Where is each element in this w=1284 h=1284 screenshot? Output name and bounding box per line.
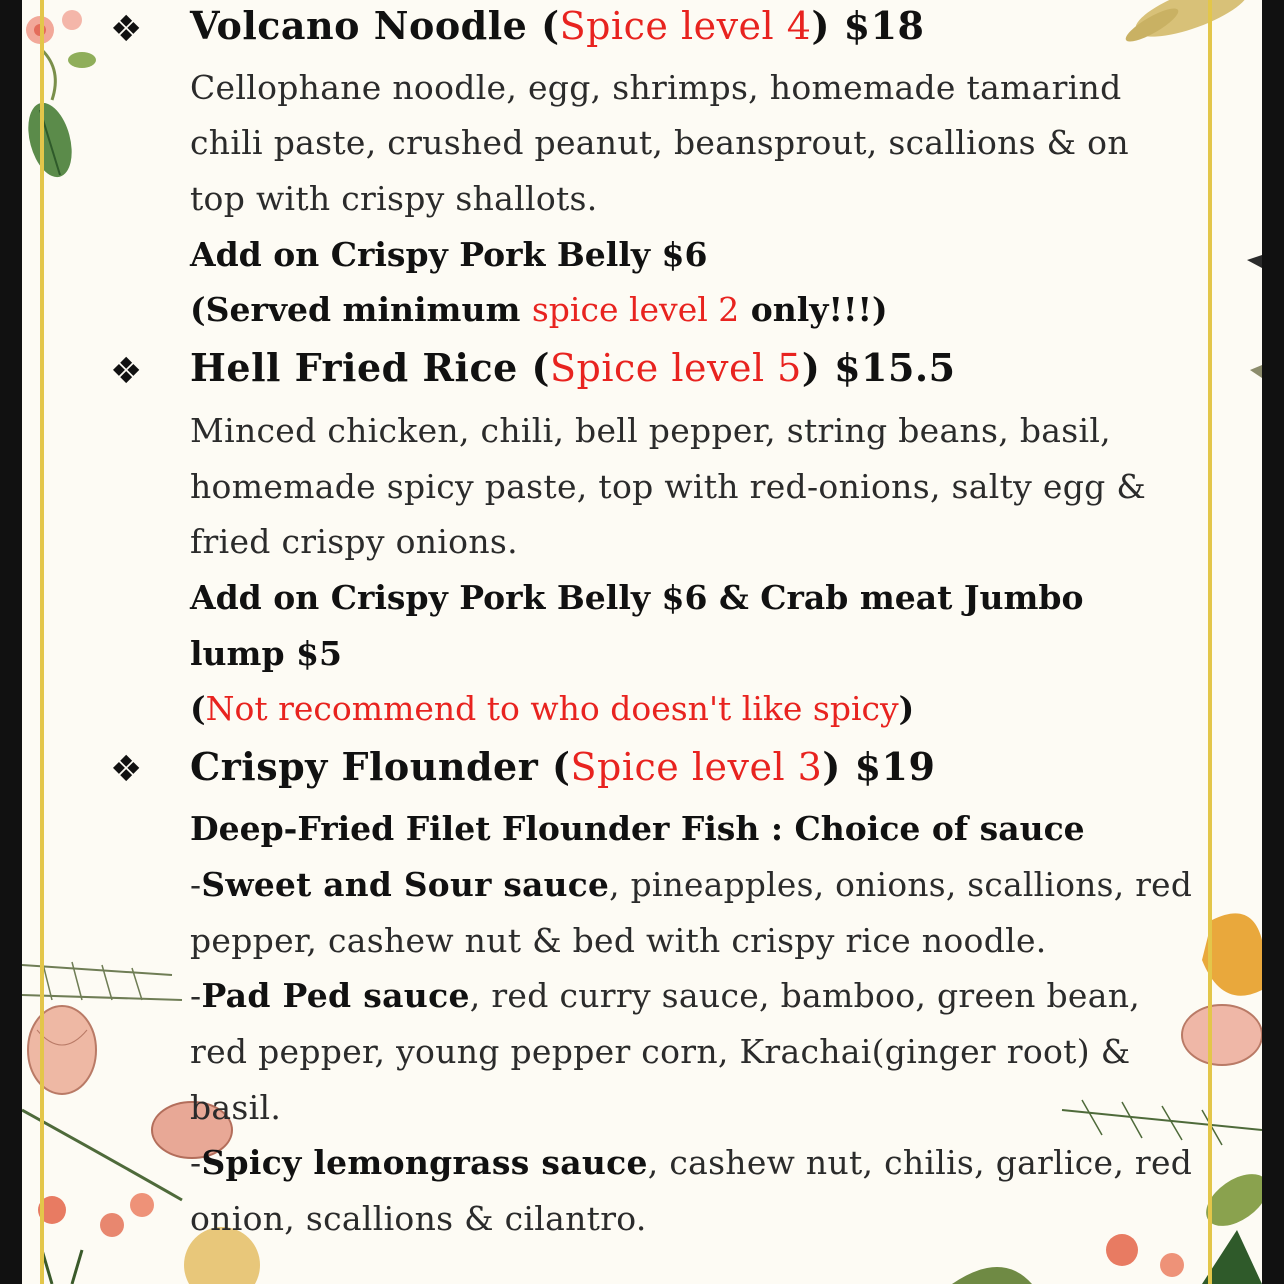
item-subtitle: Deep-Fried Filet Flounder Fish : Choice of sauce [190,809,1085,848]
item-price: $18 [843,3,925,48]
item-description: Cellophane noodle, egg, shrimps, homemade tamarind [190,68,1122,107]
sauce-description: pepper, cashew nut & bed with crispy rice noodle. [190,921,1047,960]
item-title: Volcano Noodle (Spice level 4) $18 [190,3,925,48]
frame-left-border [40,0,44,1284]
item-description: chili paste, crushed peanut, beansprout, scallions & on [190,123,1129,162]
sauce-description: onion, scallions & cilantro. [190,1199,647,1238]
bullet-icon: ❖ [110,9,143,50]
sauce-name: Pad Ped sauce [201,976,470,1015]
item-description: Minced chicken, chili, bell pepper, string beans, basil, [190,411,1111,450]
spice-note: (Served minimum spice level 2 only!!!) [190,290,888,329]
item-price: $19 [854,744,936,789]
item-title: Hell Fried Rice (Spice level 5) $15.5 [190,345,956,390]
sauce-name: Sweet and Sour sauce [201,865,610,904]
spice-level: Spice level 3 [570,745,823,789]
sauce-option: -Sweet and Sour sauce, pineapples, onions, scallions, red [190,865,1193,904]
sauce-description: red pepper, young pepper corn, Krachai(ginger root) & [190,1032,1131,1071]
spice-level: Spice level 5 [549,346,802,390]
addon-text: Add on Crispy Pork Belly $6 & Crab meat Jumbo [190,578,1084,617]
menu-page [22,0,1262,1284]
leaf-icon [22,98,79,182]
frame-right-border [1208,0,1212,1284]
addon-text: Add on Crispy Pork Belly $6 [190,235,708,274]
spice-note: (Not recommend to who doesn't like spicy) [190,689,915,728]
item-title: Crispy Flounder (Spice level 3) $19 [190,744,936,789]
sauce-option: -Spicy lemongrass sauce, cashew nut, chilis, garlice, red [190,1143,1193,1182]
item-description: fried crispy onions. [190,522,518,561]
item-description: homemade spicy paste, top with red-onions, salty egg & [190,467,1147,506]
bullet-icon: ❖ [110,749,143,790]
addon-text: lump $5 [190,634,342,673]
sauce-name: Spicy lemongrass sauce [201,1143,648,1182]
item-description: top with crispy shallots. [190,179,598,218]
sauce-description: basil. [190,1088,282,1127]
spice-level: Spice level 4 [559,4,812,48]
sauce-option: -Pad Ped sauce, red curry sauce, bamboo, green bean, [190,976,1141,1015]
bullet-icon: ❖ [110,351,143,392]
item-price: $15.5 [834,345,956,390]
onion-icon [28,1006,96,1094]
